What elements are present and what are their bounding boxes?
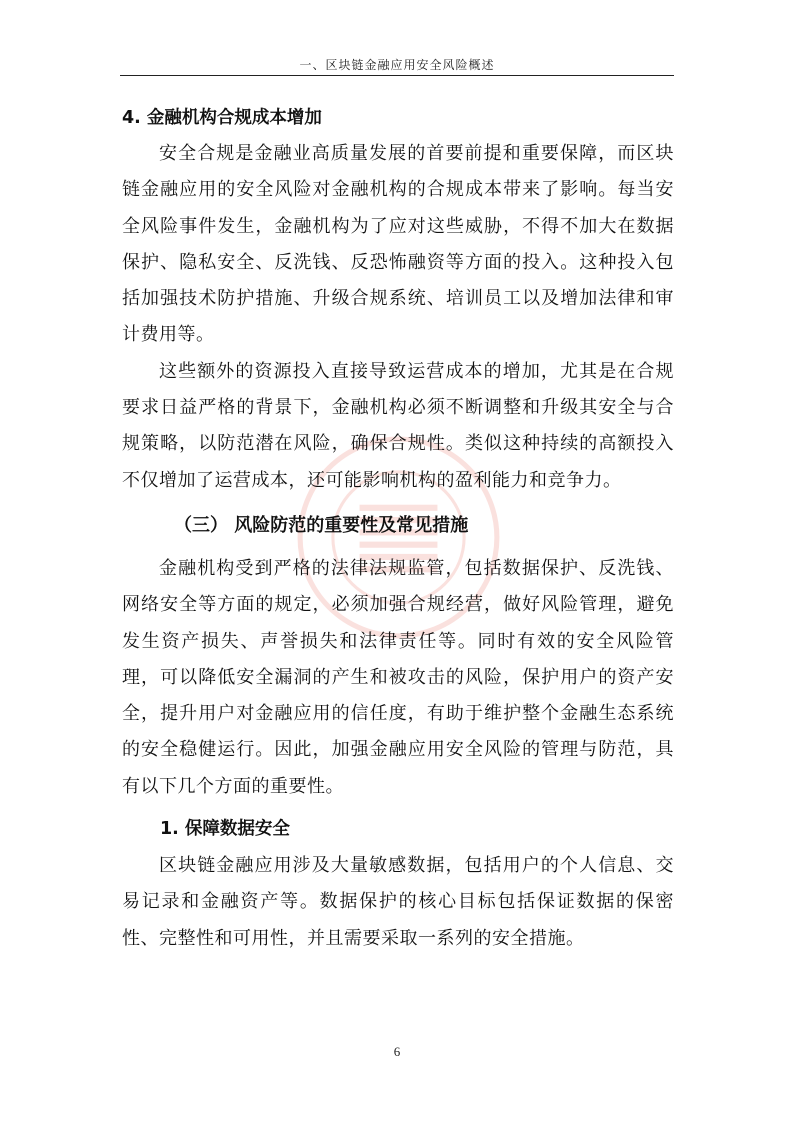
- page-number: 6: [393, 1044, 401, 1059]
- running-header: 一、区块链金融应用安全风险概述: [299, 58, 495, 72]
- section-heading-compliance-cost: 4. 金融机构合规成本增加: [122, 108, 322, 128]
- paragraph: 金融机构受到严格的法律法规监管，包括数据保护、反洗钱、网络安全等方面的规定，必须加强合规经营，做好风险管理，避免发生资产损失、声誉损失和法律责任等。同时有效的安全风险管理，可以降低安全漏洞的产生和被攻击的风险，保护用户的资产安全，提升用户对金融应用的信任度，有助于维护整个金融生态系统的安全稳健运行。因此，加强金融应用安全风险的管理与防范，具有以下几个方面的重要性。: [122, 557, 674, 797]
- paragraph: 这些额外的资源投入直接导致运营成本的增加，尤其是在合规要求日益严格的背景下，金融机构必须不断调整和升级其安全与合规策略，以防范潜在风险，确保合规性。类似这种持续的高额投入不仅增加了运营成本，还可能影响机构的盈利能力和竞争力。: [122, 360, 674, 491]
- header-divider: [120, 75, 674, 76]
- section-heading-data-security: 1. 保障数据安全: [160, 819, 290, 840]
- paragraph: 安全合规是金融业高质量发展的首要前提和重要保障，而区块链金融应用的安全风险对金融机构的合规成本带来了影响。每当安全风险事件发生，金融机构为了应对这些威胁，不得不加大在数据保护、隐私安全、反洗钱、反恐怖融资等方面的投入。这种投入包括加强技术防护措施、升级合规系统、培训员工以及增加法律和审计费用等。: [122, 143, 674, 346]
- paragraph: 区块链金融应用涉及大量敏感数据，包括用户的个人信息、交易记录和金融资产等。数据保护的核心目标包括保证数据的保密性、完整性和可用性，并且需要采取一系列的安全措施。: [122, 855, 674, 949]
- section-heading-risk-prevention: （三） 风险防范的重要性及常见措施: [174, 514, 469, 536]
- page-body: [122, 98, 674, 957]
